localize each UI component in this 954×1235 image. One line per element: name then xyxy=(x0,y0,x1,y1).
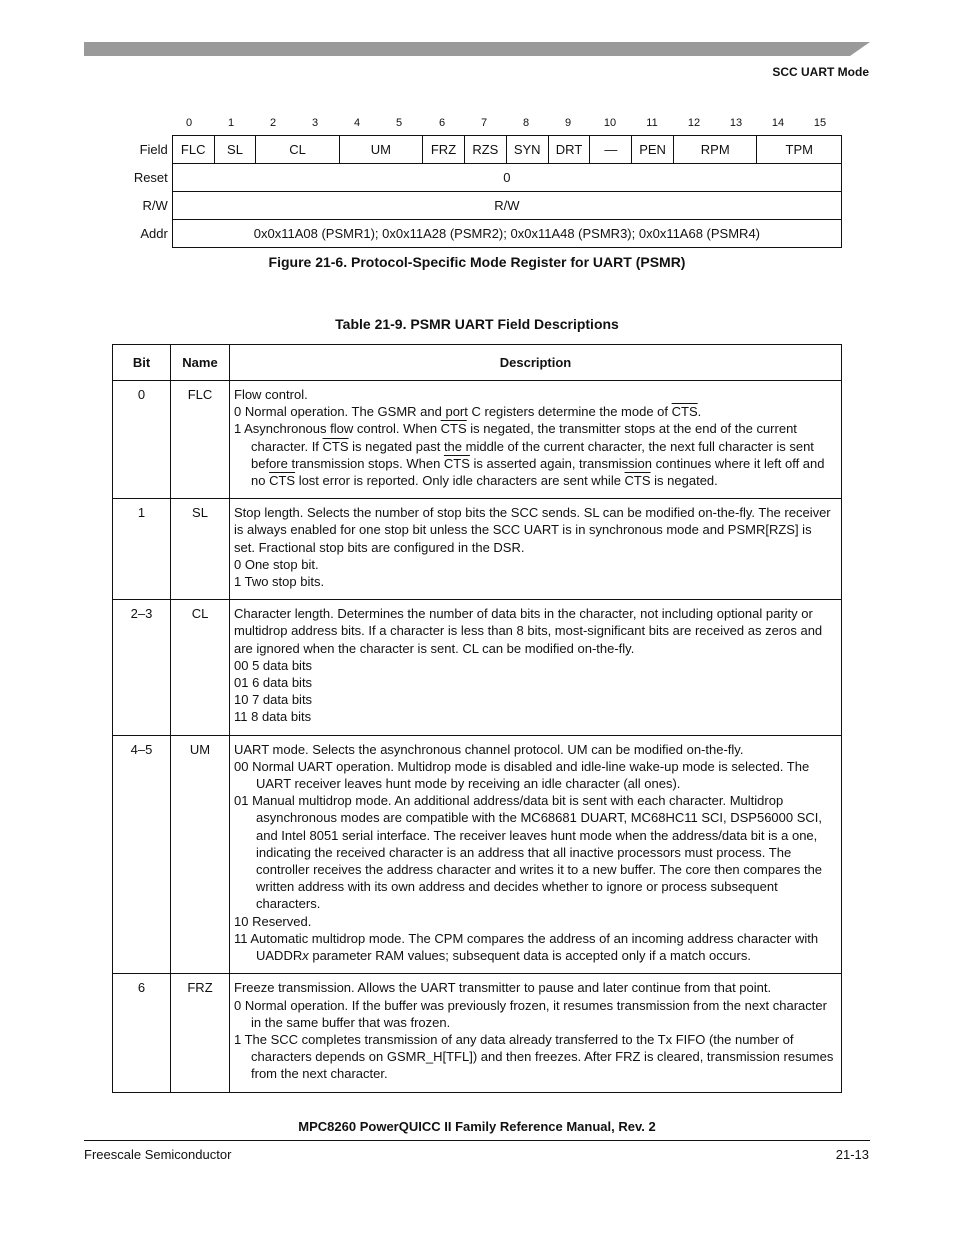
rw-value: R/W xyxy=(172,192,841,220)
bit-number: 5 xyxy=(395,117,403,129)
bit-number: 4 xyxy=(353,117,361,129)
bit-number: 10 xyxy=(603,117,617,129)
bit-number: 11 xyxy=(646,117,658,129)
description-cell xyxy=(230,381,842,499)
option-line: 10 Reserved. xyxy=(234,913,312,929)
name-cell: CL xyxy=(171,600,230,735)
row-label-field: Field xyxy=(139,142,168,157)
field-cell: — xyxy=(590,136,632,164)
reset-row xyxy=(112,164,842,192)
option-line: 00 Normal UART operation. Multidrop mode is disabled and idle-line wake-up mode is selected. The UART receiver leaves hunt mode by receiving an idle character (all ones). xyxy=(234,758,810,792)
bit-cell: 1 xyxy=(113,499,171,600)
name-cell: SL xyxy=(171,499,230,600)
reset-value: 0 xyxy=(172,164,841,192)
option-line: 00 5 data bits xyxy=(234,657,313,673)
bit-number: 1 xyxy=(227,117,235,129)
description-cell xyxy=(230,735,842,974)
option-line: 1 Two stop bits. xyxy=(234,574,325,590)
footer-divider xyxy=(84,1140,870,1141)
option-line: 0 Normal operation. The GSMR and port C registers determine the mode of $\overline{CTS}$. xyxy=(234,404,702,420)
header-name: Name xyxy=(171,345,230,381)
description-intro: Stop length. Selects the number of stop bits the SCC sends. SL can be modified on-the-fly. The receiver is always enabled for one stop bit unless the SCC UART is in synchronous mode and PSMR[RZS] is set. Fractional stop bits are configured in the DSR. xyxy=(234,505,831,555)
bit-number: 9 xyxy=(564,117,572,129)
figure-caption: Figure 21-6. Protocol-Specific Mode Register for UART (PSMR) xyxy=(268,254,686,270)
bit-number: 7 xyxy=(480,117,488,129)
section-title: SCC UART Mode xyxy=(772,65,869,79)
option-line: 0 One stop bit. xyxy=(234,556,319,572)
description-cell xyxy=(230,974,842,1092)
header-description: Description xyxy=(230,345,842,381)
description-cell xyxy=(230,499,842,600)
field-cell: TPM xyxy=(757,136,842,164)
header-bit: Bit xyxy=(113,345,171,381)
register-table xyxy=(112,135,842,248)
option-line: 11 Automatic multidrop mode. The CPM compares the address of an incoming address character with UADDRx parameter RAM values; subsequent data is accepted only if a match occurs. xyxy=(234,930,819,964)
bit-number: 2 xyxy=(269,117,277,129)
table-row xyxy=(113,735,842,974)
name-cell: FLC xyxy=(171,381,230,499)
option-line: 11 8 data bits xyxy=(234,709,312,725)
option-line: 01 Manual multidrop mode. An additional address/data bit is sent with each character. Multidrop asynchronous modes are compatible with the MC68681 DUART, MC68HC11 SCI, DSP56000 SCI, and Intel 8051 serial interface. The receiver leaves hunt mode when the address/data bit is a one, indicating the received character is an address that all inactive processors must process. The controller receives the address character and writes it to a new buffer. The core then compares the written address with its own address and decides whether to ignore or process subsequent characters. xyxy=(234,793,823,912)
option-line: 01 6 data bits xyxy=(234,675,313,691)
field-cell: CL xyxy=(256,136,339,164)
description-intro: UART mode. Selects the asynchronous channel protocol. UM can be modified on-the-fly. xyxy=(234,741,744,757)
header-bar xyxy=(84,42,870,56)
bit-number: 12 xyxy=(687,117,701,129)
field-cell: DRT xyxy=(548,136,590,164)
bit-number: 8 xyxy=(522,117,530,129)
name-cell: UM xyxy=(171,735,230,974)
rw-row xyxy=(112,192,842,220)
bit-cell: 0 xyxy=(113,381,171,499)
bit-cell: 2–3 xyxy=(113,600,171,735)
row-label-addr: Addr xyxy=(140,226,168,241)
option-line: 1 The SCC completes transmission of any data already transferred to the Tx FIFO (the number of characters depends on GSMR_H[TFL]) and then freezes. After FRZ is cleared, transmission resumes from the next character. xyxy=(234,1031,834,1082)
register-diagram xyxy=(112,117,842,248)
bit-cell: 6 xyxy=(113,974,171,1092)
footer-manual-title: MPC8260 PowerQUICC II Family Reference Manual, Rev. 2 xyxy=(298,1119,656,1134)
bit-number: 15 xyxy=(813,117,827,129)
row-label-reset: Reset xyxy=(133,170,168,185)
bit-number: 13 xyxy=(729,117,743,129)
field-cell: FRZ xyxy=(423,136,465,164)
bit-number-row xyxy=(169,117,842,135)
bit-number: 6 xyxy=(438,117,446,129)
description-cell xyxy=(230,600,842,735)
bit-number: 0 xyxy=(185,117,193,129)
footer-page-number: 21-13 xyxy=(835,1147,869,1162)
option-line: 10 7 data bits xyxy=(234,692,313,708)
field-row xyxy=(112,136,842,164)
table-row xyxy=(113,974,842,1092)
field-cell: SYN xyxy=(506,136,548,164)
field-cell: RPM xyxy=(674,136,757,164)
description-intro: Character length. Determines the number of data bits in the character, not including optional parity or multidrop address bits. If a character is less than 8 bits, most-significant bits are received as zeros and are ignored when the character is sent. CL can be modified on-the-fly. xyxy=(234,606,823,656)
table-row xyxy=(113,600,842,735)
table-caption: Table 21-9. PSMR UART Field Descriptions xyxy=(335,316,619,332)
bit-number: 3 xyxy=(311,117,319,129)
table-row xyxy=(113,499,842,600)
option-line: 0 Normal operation. If the buffer was previously frozen, it resumes transmission from the next character in the same buffer that was frozen. xyxy=(234,997,827,1030)
field-cell: UM xyxy=(339,136,422,164)
addr-value: 0x0x11A08 (PSMR1); 0x0x11A28 (PSMR2); 0x0x11A48 (PSMR3); 0x0x11A68 (PSMR4) xyxy=(172,220,841,248)
addr-row xyxy=(112,220,842,248)
bit-number: 14 xyxy=(771,117,785,129)
field-cell: SL xyxy=(214,136,256,164)
option-line: 1 Asynchronous flow control. When $\overline{CTS}$ is negated, the transmitter stops at the end of the current character. If $\overline{CTS}$ is negated past the middle of the current character, the next full character is sent before transmission stops. When $\overline{CTS}$ is asserted again, transmission continues where it left off and no $\overline{CTS}$ lost error is reported. Only idle characters are sent while $\overline{CTS}$ is negated. xyxy=(234,421,825,489)
bit-cell: 4–5 xyxy=(113,735,171,974)
name-cell: FRZ xyxy=(171,974,230,1092)
field-cell: FLC xyxy=(172,136,214,164)
field-cell: RZS xyxy=(464,136,506,164)
field-cell: PEN xyxy=(632,136,674,164)
field-description-table xyxy=(112,344,842,1093)
table-row xyxy=(113,381,842,499)
description-intro: Freeze transmission. Allows the UART transmitter to pause and later continue from that point. xyxy=(234,980,772,996)
row-label-rw: R/W xyxy=(142,198,168,213)
table-header-row xyxy=(113,345,842,381)
description-intro: Flow control. xyxy=(234,387,308,402)
footer-company: Freescale Semiconductor xyxy=(84,1147,232,1162)
